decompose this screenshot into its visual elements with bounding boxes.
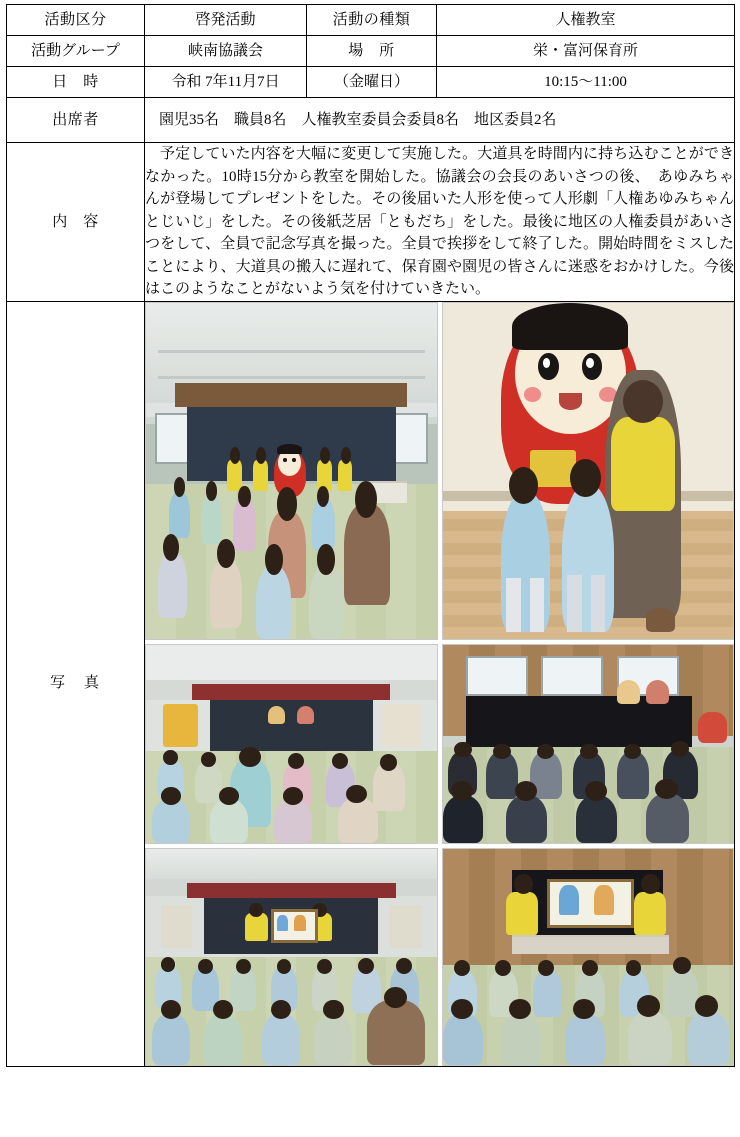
photo-puppet-show-black-stage bbox=[442, 644, 735, 844]
content-paragraph: 予定していた内容を大幅に変更して実施した。大道具を時間内に持ち込むことができなかった。10時15分から教室を開始した。協議会の会長のあいさつの後、 あゆみちゃんが登場してプレゼントをした。その後届いた人形を使って人形劇「人権あゆみちゃんとじいじ」をした。その後紙芝居「ともだち」をした。最後に地区の人権委員があいさつをして、全員で記念写真を撮った。全員で挨拶をして終了した。開始時間をミスしたことにより、大道具の搬入に遅れて、保育園や園児の皆さんに迷惑をおかけした。今後はこのようなことがないよう気を付けていきたい。 bbox=[145, 146, 734, 297]
photo-row-1 bbox=[145, 302, 734, 640]
label-activity-category: 活動区分 bbox=[7, 5, 145, 36]
photo-kamishibai-reading bbox=[442, 848, 735, 1066]
photo-mascot-with-children bbox=[442, 302, 735, 640]
photo-row-3 bbox=[145, 848, 734, 1066]
value-activity-category: 啓発活動 bbox=[145, 5, 307, 36]
value-place: 栄・富河保育所 bbox=[437, 36, 735, 67]
label-photos: 写 真 bbox=[7, 301, 145, 1066]
table-row-datetime bbox=[7, 67, 735, 98]
value-time-range: 10:15～11:00 bbox=[437, 67, 735, 98]
table-row-activity-group bbox=[7, 36, 735, 67]
value-activity-group: 峡南協議会 bbox=[145, 36, 307, 67]
photo-hall-mascot-greeting bbox=[145, 302, 438, 640]
value-content bbox=[145, 143, 735, 302]
table-row-content bbox=[7, 143, 735, 302]
table-row-photos bbox=[7, 301, 735, 1066]
label-activity-group: 活動グループ bbox=[7, 36, 145, 67]
value-date: 令和 7年11月7日 bbox=[145, 67, 307, 98]
value-attendees: 園児35名 職員8名 人権教室委員会委員8名 地区委員2名 bbox=[145, 98, 735, 143]
label-datetime: 日 時 bbox=[7, 67, 145, 98]
photo-row-2 bbox=[145, 644, 734, 844]
value-weekday: （金曜日） bbox=[307, 67, 437, 98]
label-content: 内 容 bbox=[7, 143, 145, 302]
value-activity-type: 人権教室 bbox=[437, 5, 735, 36]
photo-puppet-performance-wide bbox=[145, 848, 438, 1066]
photo-gallery bbox=[145, 301, 735, 1066]
table-row-attendees bbox=[7, 98, 735, 143]
label-activity-type: 活動の種類 bbox=[307, 5, 437, 36]
label-attendees: 出席者 bbox=[7, 98, 145, 143]
photo-stage-audience-seated bbox=[145, 644, 438, 844]
activity-report-table bbox=[6, 4, 735, 1067]
label-place: 場 所 bbox=[307, 36, 437, 67]
table-row-activity-category bbox=[7, 5, 735, 36]
